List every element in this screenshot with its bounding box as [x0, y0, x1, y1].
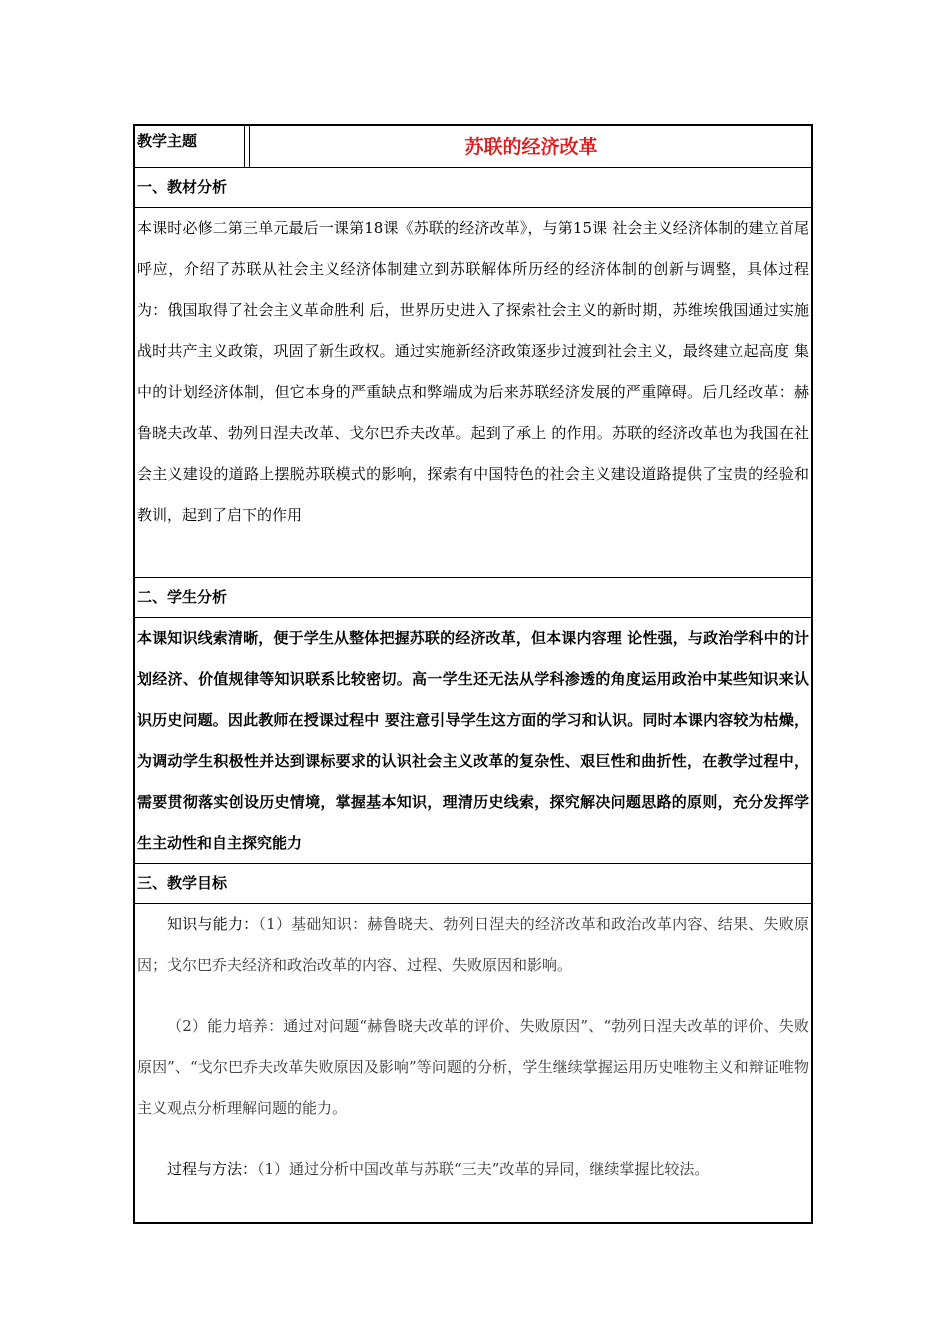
knowledge-lead: 知识与能力： [167, 915, 259, 933]
student-analysis-text: 本课知识线索清晰，便于学生从整体把握苏联的经济改革，但本课内容理 论性强，与政治学科中的计划经济、价值规律等知识联系比较密切。高一学生还无法从学科渗透的角度运用政治中某些知识来认识历史问题。因此教师在授课过程中 要注意引导学生这方面的学习和认识。同时本课内容较为枯燥，为调动学生积极性并达到课标要求的认识社会主义改革的复杂性、艰巨性和曲折性，在教学过程中， 需要贯彻落实创设历史情境，掌握基本知识，理清历史线索，探究解决问题思路的原则，充分发挥学生主动性和自主探究能力 [135, 618, 811, 864]
process-text: （1）通过分析中国改革与苏联“三夫”改革的异同，继续掌握比较法。 [257, 1160, 710, 1178]
process-lead: 过程与方法： [167, 1160, 258, 1178]
process-paragraph [137, 1149, 809, 1190]
topic-title: 苏联的经济改革 [464, 136, 598, 158]
ability-paragraph: （2）能力培养：通过对问题“赫鲁晓夫改革的评价、失败原因”、“勃列日涅夫改革的评价、失败原因”、“戈尔巴乔夫改革失败原因及影响”等问题的分析，学生继续掌握运用历史唯物主义和辩证唯物主义观点分析理解问题的能力。 [137, 1017, 809, 1117]
topic-row [135, 126, 811, 168]
lesson-plan-table [133, 124, 813, 1224]
topic-label: 教学主题 [135, 126, 245, 167]
knowledge-paragraph [137, 904, 809, 986]
section-heading-textbook: 一、教材分析 [135, 168, 811, 208]
objectives-content [135, 904, 811, 1222]
section-heading-objectives: 三、教学目标 [135, 864, 811, 904]
knowledge-text: （1）基础知识：赫鲁晓夫、勃列日涅夫的经济改革和政治改革内容、结果、失败原因；戈尔巴乔夫经济和政治改革的内容、过程、失败原因和影响。 [137, 915, 809, 974]
textbook-analysis-text: 本课时必修二第三单元最后一课第18课《苏联的经济改革》，与第15课 社会主义经济体制的建立首尾呼应，介绍了苏联从社会主义经济体制建立到苏联解体所历经的经济体制的创新与调整，具体过程为：俄国取得了社会主义革命胜利 后，世界历史进入了探索社会主义的新时期，苏维埃俄国通过实施战时共产主义政策，巩固了新生政权。通过实施新经济政策逐步过渡到社会主义，最终建立起高度 集中的计划经济体制，但它本身的严重缺点和弊端成为后来苏联经济发展的严重障碍。后几经改革：赫鲁晓夫改革、勃列日涅夫改革、戈尔巴乔夫改革。起到了承上 的作用。苏联的经济改革也为我国在社会主义建设的道路上摆脱苏联模式的影响，探索有中国特色的社会主义建设道路提供了宝贵的经验和教训，起到了启下的作用 [135, 208, 811, 578]
section-heading-students: 二、学生分析 [135, 578, 811, 618]
